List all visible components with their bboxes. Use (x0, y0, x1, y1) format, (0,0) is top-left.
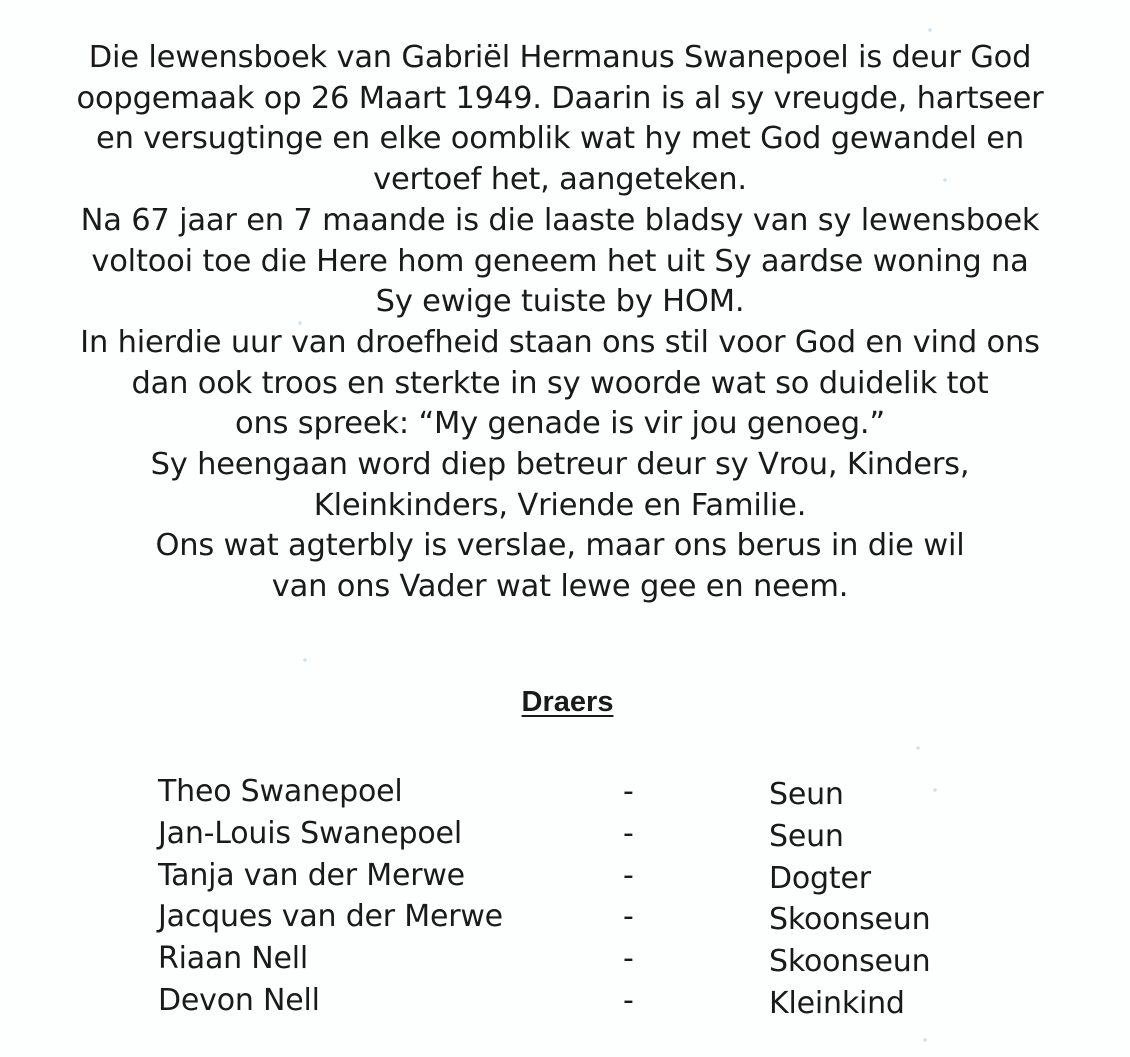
bearer-separator: - (623, 774, 634, 809)
tribute-line: Sy ewige tuiste by HOM. (375, 284, 745, 320)
bearer-name: Riaan Nell (158, 941, 309, 977)
tribute-line: Sy heengaan word diep betreur deur sy Vrou, Kinders, (150, 447, 970, 483)
tribute-line: dan ook troos en sterkte in sy woorde wat so duidelik tot (131, 365, 989, 401)
tribute-line: van ons Vader wat lewe gee en neem. (271, 569, 849, 605)
bearer-name: Jan-Louis Swanepoel (158, 815, 462, 851)
bearer-relation: Kleinkind (769, 985, 905, 1021)
bearer-name: Jacques van der Merwe (158, 899, 503, 935)
bearer-relation: Skoonseun (769, 902, 931, 938)
tribute-line: Ons wat agterbly is verslae, maar ons berus in die wil (155, 528, 965, 564)
tribute-line: vertoef het, aangeteken. (373, 162, 747, 198)
tribute-line: ons spreek: “My genade is vir jou genoeg.” (234, 406, 885, 442)
bearer-row (158, 813, 978, 855)
bearer-row (158, 771, 978, 813)
tribute-line: en versugtinge en elke oomblik wat hy met God gewandel en (96, 121, 1024, 157)
tribute-line: Die lewensboek van Gabriël Hermanus Swanepoel is deur God (88, 40, 1032, 75)
bearer-row (158, 938, 978, 980)
tribute-paragraph (20, 38, 1100, 608)
bearer-row (158, 980, 978, 1022)
tribute-line: voltooi toe die Here hom geneem het uit Sy aardse woning na (91, 243, 1029, 279)
tribute-line: In hierdie uur van droefheid staan ons stil voor God en vind ons (80, 324, 1040, 360)
bearer-name: Devon Nell (158, 982, 320, 1018)
bearer-relation: Skoonseun (769, 944, 931, 980)
bearer-name: Theo Swanepoel (158, 774, 403, 809)
bearer-relation: Seun (769, 777, 844, 812)
bearers-list (158, 771, 978, 1022)
tribute-line: oopgemaak op 26 Maart 1949. Daarin is al sy vreugde, hartseer (76, 80, 1044, 116)
bearer-separator: - (623, 982, 634, 1018)
bearer-relation: Dogter (769, 860, 871, 896)
bearer-relation: Seun (769, 818, 844, 854)
bearers-heading: Draers (521, 686, 614, 718)
tribute-line: Kleinkinders, Vriende en Familie. (313, 487, 807, 523)
bearer-separator: - (623, 941, 634, 977)
bearer-row (158, 896, 978, 938)
bearer-separator: - (623, 857, 634, 893)
bearer-separator: - (623, 815, 634, 851)
bearer-row (158, 855, 978, 897)
tribute-line: Na 67 jaar en 7 maande is die laaste bladsy van sy lewensboek (80, 202, 1040, 238)
bearer-name: Tanja van der Merwe (158, 857, 465, 893)
bearer-separator: - (623, 899, 634, 935)
